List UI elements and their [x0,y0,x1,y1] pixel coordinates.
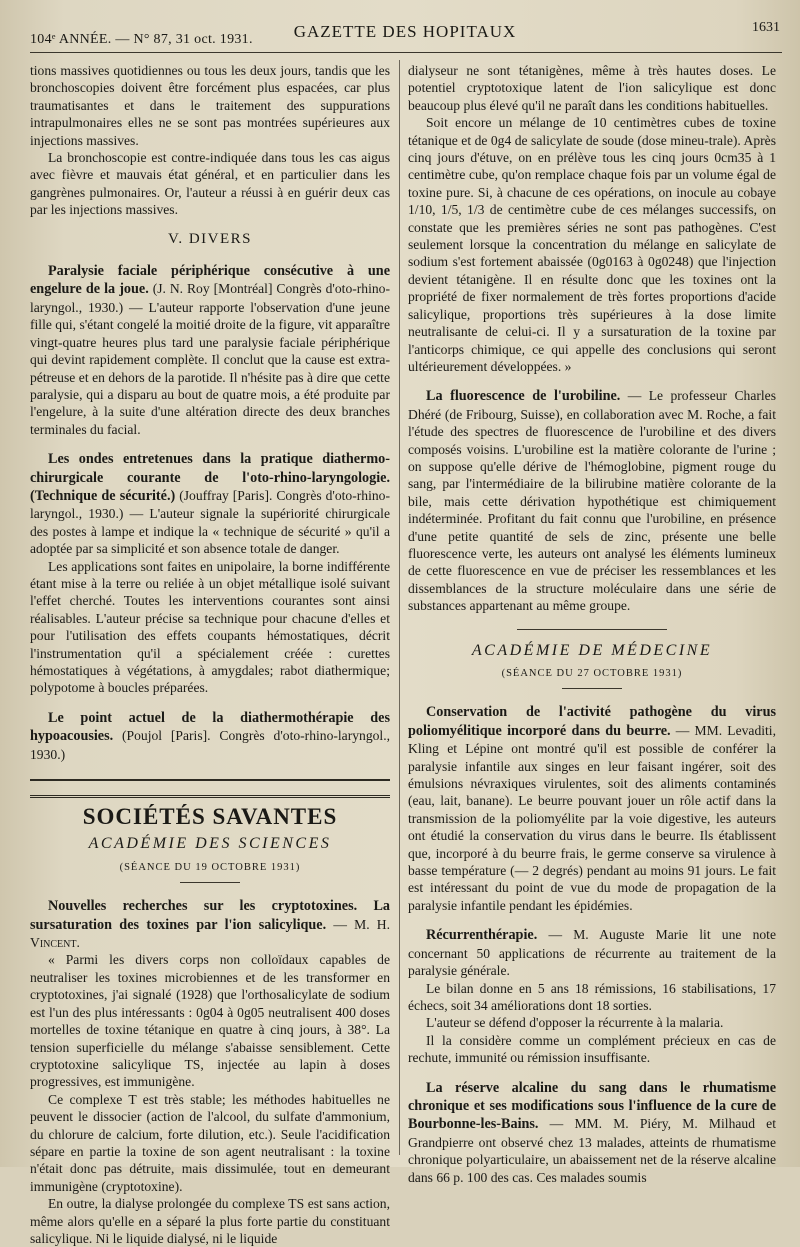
article-title: Récurrenthérapie. [426,927,538,944]
article-poliomyelite [408,703,776,914]
paragraph: Les applications sont faites en unipolaire, la borne indifférente étant mise à la terre ou reliée à un objet métallique isolé suivant l'effet cherché. Toutes les interventions courantes sont ainsi réalisables. L'auteur précise sa technique pour chacune d'elles et pour l'utilisation des effets coupants hémostatiques, décrit l'instrumentation qu'il a spécialement créée : curettes hémostatiques à végétations, à amygdales; rabot diathermique; polypotome à boucles préparées. [30,558,390,696]
paragraph: Ce complexe T est très stable; les méthodes habituelles ne peuvent le dissocier (action de l'alcool, du sulfate d'ammonium, du chlorure de calcium, forte dilution, etc.). Seule l'acidification sépare en partie la toxine de son agent neutralisant : la toxine n'était donc pas détruite, mais dissimulée, tout en demeurant immunigène (cryptotoxine). [30,1091,390,1194]
section-rule [517,629,667,630]
article-title: Paralysie faciale périphérique consécutive à une engelure de la joue. [30,263,390,298]
seance-date: (SÉANCE DU 19 OCTOBRE 1931) [119,861,301,873]
header-rule [30,52,782,53]
paragraph: tions massives quotidiennes ou tous les deux jours, tandis que les bronchoscopies doivent être forcément plus espacées, car plus traumatisantes et dans le traitement des suppurations intrapulmonaires elles ne se sont pas montrées supérieures aux injections massives. [30,63,390,148]
paragraph: En outre, la dialyse prolongée du complexe TS est sans action, même alors qu'elle en a séparé la plus forte partie du constituant salicylique. Ni le liquide dialysé, ni le liquide [30,1196,390,1246]
article-author: — M. H. Vincent. [30,916,391,951]
paragraph: L'auteur se défend d'opposer la récurrente à la malaria. [426,1015,724,1031]
societes-savantes-title: SOCIÉTÉS SAVANTES [30,795,390,825]
article-cryptotoxines [30,897,390,951]
publication-title: GAZETTE DES HOPITAUX [293,22,517,41]
page-number: 1631 [752,20,780,35]
academie-sciences-heading: ACADÉMIE DES SCIENCES [88,835,332,853]
article-title: Conservation de l'activité pathogène du virus poliomyélitique incorporé dans du beurre. [408,704,776,739]
article-body: — Le professeur Charles Dhéré (de Fribourg, Suisse), en collaboration avec M. Roche, a fait l'étude des spectres de fluorescence de l'urobiline et des divers composés voisins. L'urobiline est la matière colorante de l'urine ; on suppose qu'elle dérive de l'hémoglobine, pigment rouge du sang, par l'intermédiaire de la bilirubine matière colorante de la bile, mais cette dérivation hypothétique est chimiquement indéterminée. Profitant du fait connu que l'urobiline, en présence d'une petite quantité de sels de zinc, présente une belle fluorescence verte, les auteurs ont analysé les éléments lumineux de cette fluorescence en vue de préciser les ressemblances et les dissemblances de la structure moléculaire dans une série de substances appartenant au même groupe. [408,388,776,614]
article-reference: (J. N. Roy [Montréal] Congrès d'oto-rhino-laryngol., 1930.) [30,281,390,315]
article-body: — L'auteur rapporte l'observation d'une jeune fille qui, s'étant congelé la moitié droite de la figure, vit apparaître vingt-quatre heures plus tard une paralysie faciale périphérique qui devint rapidement complète. Il conclut que la cause est extra-pétreuse et en dehors de la parotide. Il n'hésite pas à dire que cette paralysie, qui a disparu au bout de quatre mois, a été produite par l'engelure, à la suite d'une altération directe des deux branches terminales du facial. [30,299,390,437]
article-recurrentherapie [408,926,776,979]
article-body: — M. Auguste Marie lit une note concernant 50 applications de récurrente au traitement de la paralysie générale. [408,927,776,979]
article-title: La réserve alcaline du sang dans le rhumatisme chronique et ses modifications sous l'influence de la cure de Bourbonne-les-Bains. [408,1079,776,1133]
article-diathermotherapie [30,709,390,763]
page-header [30,18,780,52]
paragraph: Le bilan donne en 5 ans 18 rémissions, 16 stabilisations, 17 échecs, soit 34 améliorations dont 18 sorties. [408,980,776,1013]
article-reference: (Jouffray [Paris]. Congrès d'oto-rhino-laryngol., 1930.) [30,487,390,522]
article-title: Le point actuel de la diathermothérapie des hypoacousies. [30,709,390,745]
issue-info: 104ᵉ ANNÉE. — N° 87, 31 oct. 1931. [30,32,253,47]
section-rule [30,779,390,781]
article-title: La fluorescence de l'urobiline. [426,388,621,405]
section-heading-divers: V. DIVERS [167,230,253,247]
article-ondes [30,450,390,557]
article-body: — MM. M. Piéry, M. Milhaud et Grandpierre ont observé chez 13 malades, atteints de rhumatisme chronique polyarticulaire, un abaissement net de la réserve alcaline dans 66 p. 100 des cas. Ces malades soumis [408,1116,776,1185]
article-reference: (Poujol [Paris]. Congrès d'oto-rhino-laryngol., 1930.) [30,728,390,762]
left-column [30,62,390,1247]
short-rule [180,882,240,883]
paragraph: La bronchoscopie est contre-indiquée dans tous les cas aigus avec fièvre et mauvais état général, et en particulier dans les gangrènes pulmonaires. Or, l'auteur a réussi à en guérir deux cas par les injections massives. [30,150,390,218]
right-column [408,62,776,1186]
short-rule [562,688,622,689]
paragraph: Soit encore un mélange de 10 centimètres cubes de toxine tétanique et de 0g4 de salicylate de soude (dose mineu-trale). Après cinq jours d'étuve, on en prélève tous les cinq jours 0cm35 à 1 centimètre cube, qu'on remplace chaque fois par un volume égal de toxine pure. Si, à chacune de ces opérations, on inocule au cobaye 1/10, 1/5, 1/3 de centimètre cube de ces mélanges successifs, on constate que les premières séries ne sont pas pathogènes. C'est seulement lorsque la concentration du mélange en salicylate de sodium s'est fortement abaissée (0g0163 à 0g0248) que l'injection devient tétanigène. Il en résulte donc que les toxines ont la propriété de fixer normalement de très fortes proportions d'acide salicylique, proportions très supérieures à la dose limite neutralisante de celui-ci. Il y a sursaturation de la toxine par l'anticorps chimique, ce qui appelle des conclusions qui seront ultérieurement développées. » [408,115,776,374]
column-divider [399,60,400,1155]
academie-medecine-heading: ACADÉMIE DE MÉDECINE [471,641,713,659]
article-title: Les ondes entretenues dans la pratique diathermo-chirurgicale courante de l'oto-rhino-laryngologie. (Technique de sécurité.) [30,451,390,504]
paragraph: « Parmi les divers corps non colloïdaux capables de neutraliser les toxines microbiennes et de les transformer en cryptotoxines, j'ai signalé (1928) que l'orthosalicylate de sodium est l'un des plus intéressants : 0g04 à 0g05 neutralisent 400 doses mortelles de toxine tétanique en quatre à cinq jours, à 38°. La tension superficielle du mélange s'abaisse sensiblement. Cette cryptotoxine salicylique TS, injectée au lapin à doses progressives, est immunigène. [30,952,390,1090]
article-title: Nouvelles recherches sur les cryptotoxines. La sursaturation des toxines par l'ion salicylique. [30,898,390,933]
article-urobiline [408,387,776,614]
article-body: — L'auteur signale la supériorité chirurgicale des postes à lampe et indique la « technique de sécurité » qu'il a adoptée par sa simplicité et son absence totale de danger. [30,506,390,557]
seance-date: (SÉANCE DU 27 OCTOBRE 1931) [501,668,683,679]
paragraph: Il la considère comme un complément précieux en cas de rechute, immunité ou rémission insuffisante. [408,1032,776,1066]
article-paralysie [30,262,390,438]
paragraph: dialyseur ne sont tétanigènes, même à très hautes doses. Le potentiel cryptotoxique latent de l'ion salicylique est donc beaucoup plus élevé qu'il ne paraît dans les conditions habituelles. [408,63,776,113]
article-reserve-alcaline [408,1079,776,1186]
article-body: — MM. Levaditi, Kling et Lépine ont montré qu'il est possible de conférer la paralysie infantile aux singes en leur faisant ingérer, soit des émulsions névraxiques virulentes, soit des aliments contaminés (eau, lait, banane). Le beurre pouvant jouer un rôle actif dans la transmission de la poliomyélite par la voie digestive, les auteurs ont étudié la conservation du virus dans le beurre. Ils établissent que, incorporé à du beurre frais, le germe conserve sa virulence à basse température (— 2 degrés) pendant au moins 91 jours. Le fait est intéressant du point de vue du mode de propagation de la paralysie infantile pendant les épidémies. [408,722,776,913]
